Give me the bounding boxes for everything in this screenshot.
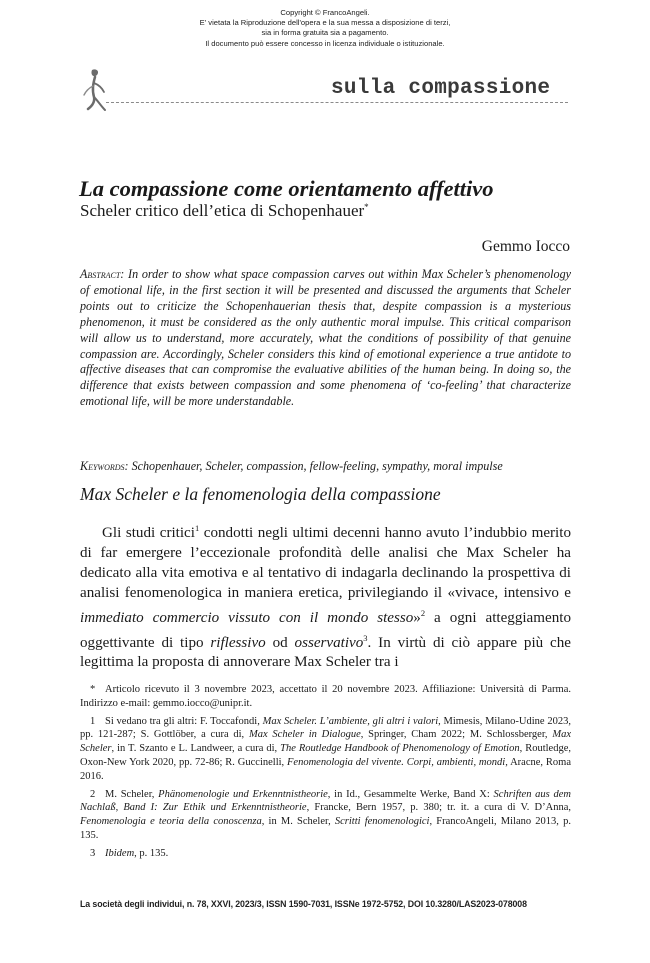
abstract-label: Abstract:: [80, 267, 125, 281]
author-name: Gemmo Iocco: [481, 238, 570, 255]
footnote: [80, 788, 571, 843]
footnote-text: , Routledge, Oxon-New York 2020, pp. 72-86; R. Guccinelli,: [80, 743, 571, 768]
footnote-mark: 2: [90, 788, 96, 800]
footnote-italic: Scritti fenomenologici: [334, 816, 430, 828]
body-text-run: condotti negli ultimi decenni hanno avuto l’indubbio merito di far emergere l’eccezionale profondità delle analisi che Max Scheler ha dedicato alla vita emotiva e al tentativo di indagarla declinando la prospettiva di analisi fenomenologica in maniera eretica, privilegiando il «vivace, intensivo e: [80, 525, 571, 601]
keywords-label: Keywords:: [80, 459, 129, 473]
footnote-ref[interactable]: 2: [420, 607, 426, 618]
section-heading: [80, 484, 441, 505]
copyright-line: Copyright © FrancoAngeli.: [280, 8, 370, 17]
footnote-text: , FrancoAngeli, Milano 2013, p. 135.: [80, 816, 571, 841]
footnote-text: , Springer, Cham 2022; M. Schlossberger,: [360, 729, 553, 741]
body-italic-run: immediato commercio vissuto con il mondo stesso: [80, 609, 414, 626]
footnote: [80, 715, 571, 784]
article-title: La compassione come orientamento affettivo: [79, 176, 494, 201]
footnote-mark: 3: [90, 847, 96, 859]
subtitle-footnote-mark[interactable]: *: [364, 202, 369, 212]
footnote-ref[interactable]: 3: [363, 632, 368, 643]
footnotes: [80, 683, 571, 865]
footnote-italic: Max Scheler. L’ambiente, gli altri i valori: [262, 715, 439, 727]
subtitle-text: Scheler critico dell’etica di Schopenhauer: [80, 201, 365, 220]
section-heading-pre: Max Scheler e la: [80, 484, 203, 504]
rubric-divider: [106, 102, 568, 103]
footnote-italic: Ibidem: [105, 847, 135, 859]
figure-sketch-icon: [74, 66, 114, 112]
footnote-mark: *: [90, 684, 96, 695]
copyright-line: E' vietata la Riproduzione dell'opera e la sua messa a disposizione di terzi,: [199, 18, 451, 28]
copyright-line: Il documento può essere concesso in licenza individuale o istituzionale.: [205, 38, 445, 48]
journal-citation: La società degli individui, n. 78, XXVI, 2023/3, ISSN 1590-7031, ISSNe 1972-5752, DOI 10.3280/LAS2023-078008: [80, 899, 527, 909]
footnote-text: , p. 135.: [134, 847, 169, 859]
body-text-run: »: [413, 609, 421, 626]
footnote-text: Articolo ricevuto il 3 novembre 2023, accettato il 20 novembre 2023. Affiliazione: Università di Parma. Indirizzo e-mail: gemmo.iocco@unipr.it.: [80, 684, 571, 709]
footnote-italic: Fenomenologia del vivente. Corpi, ambienti, mondi: [287, 756, 506, 768]
footnote-italic: Max Scheler: [80, 729, 571, 755]
footnote: [80, 683, 571, 711]
keywords-text: Schopenhauer, Scheler, compassion, fellow-feeling, sympathy, moral impulse: [131, 459, 503, 473]
footnote-text: M. Scheler,: [105, 788, 159, 800]
footnote-italic: Phänomenologie und Erkenntnistheorie: [158, 788, 328, 800]
body-italic-run: osservativo: [294, 634, 364, 651]
copyright-line: sia in forma gratuita sia a pagamento.: [261, 28, 389, 38]
abstract: [80, 267, 571, 410]
article-subtitle: [80, 201, 369, 221]
footnote-ref[interactable]: 1: [194, 523, 200, 533]
footnote-mark: 1: [90, 715, 96, 727]
keywords: [80, 459, 571, 474]
footnote-text: , in T. Szanto e L. Landweer, a cura di,: [111, 743, 281, 755]
footnote-text: , Francke, Bern 1957, p. 380; tr. it. a cura di V. D’Anna,: [306, 802, 571, 814]
body-text-run: . In virtù di ciò appare più che legittima la proposta di annoverare Max Scheler tra i: [80, 634, 572, 671]
body-text-run: Gli studi critici: [102, 525, 195, 541]
body-italic-run: riflessivo: [210, 634, 266, 651]
copyright-notice: [0, 8, 650, 49]
footnote-text: Si vedano tra gli altri: F. Toccafondi,: [105, 715, 263, 727]
section-rubric: sulla compassione: [331, 77, 551, 100]
abstract-text: In order to show what space compassion carves out within Max Scheler’s phenomenology of emotional life, in the first section it will be presented and discussed the arguments that Scheler points out to criticize the Schopenhauerian thesis that, despite compassion is a mysterious phenomenon, it must be considered as the only authentic moral impulse. This critical comparison will allow us to understand, more accurately, what the conditions of possibility of that genuine compassion are. Accordingly, Scheler considers this kind of emotional experience a true antidote to affective diseases that can compromise the evaluative abilities of the human being. In doing so, the difference that exists between compassion and some phenomena of ‘co-feeling’ that characterize emotional life, will be more understandable.: [80, 267, 571, 409]
footnote-italic: The Routledge Handbook of Phenomenology of Emotion: [280, 743, 520, 755]
body-text-run: a ogni atteggiamento oggettivante di tipo: [80, 609, 571, 651]
footnote-italic: Schriften aus dem Nachlaß, Band I: Zur Ethik und Erkenntnistheorie: [80, 788, 572, 814]
footnote-text: , Mimesis, Milano-Udine 2023, pp. 121-287; S. Gottlöber, a cura di,: [80, 715, 571, 741]
body-text-run: od: [265, 634, 295, 651]
footnote-text: , in Id., Gesammelte Werke, Band X:: [327, 788, 494, 800]
footnote-text: , Aracne, Roma 2016.: [80, 756, 571, 782]
footnote: [80, 847, 571, 861]
footnote-text: , in M. Scheler,: [261, 816, 335, 828]
section-heading-italic: fenomenologia della compassione: [202, 484, 441, 504]
footnote-italic: Max Scheler in Dialogue: [248, 729, 361, 741]
body-paragraph: [80, 519, 571, 673]
footnote-italic: Fenomenologia e teoria della conoscenza: [80, 816, 262, 828]
